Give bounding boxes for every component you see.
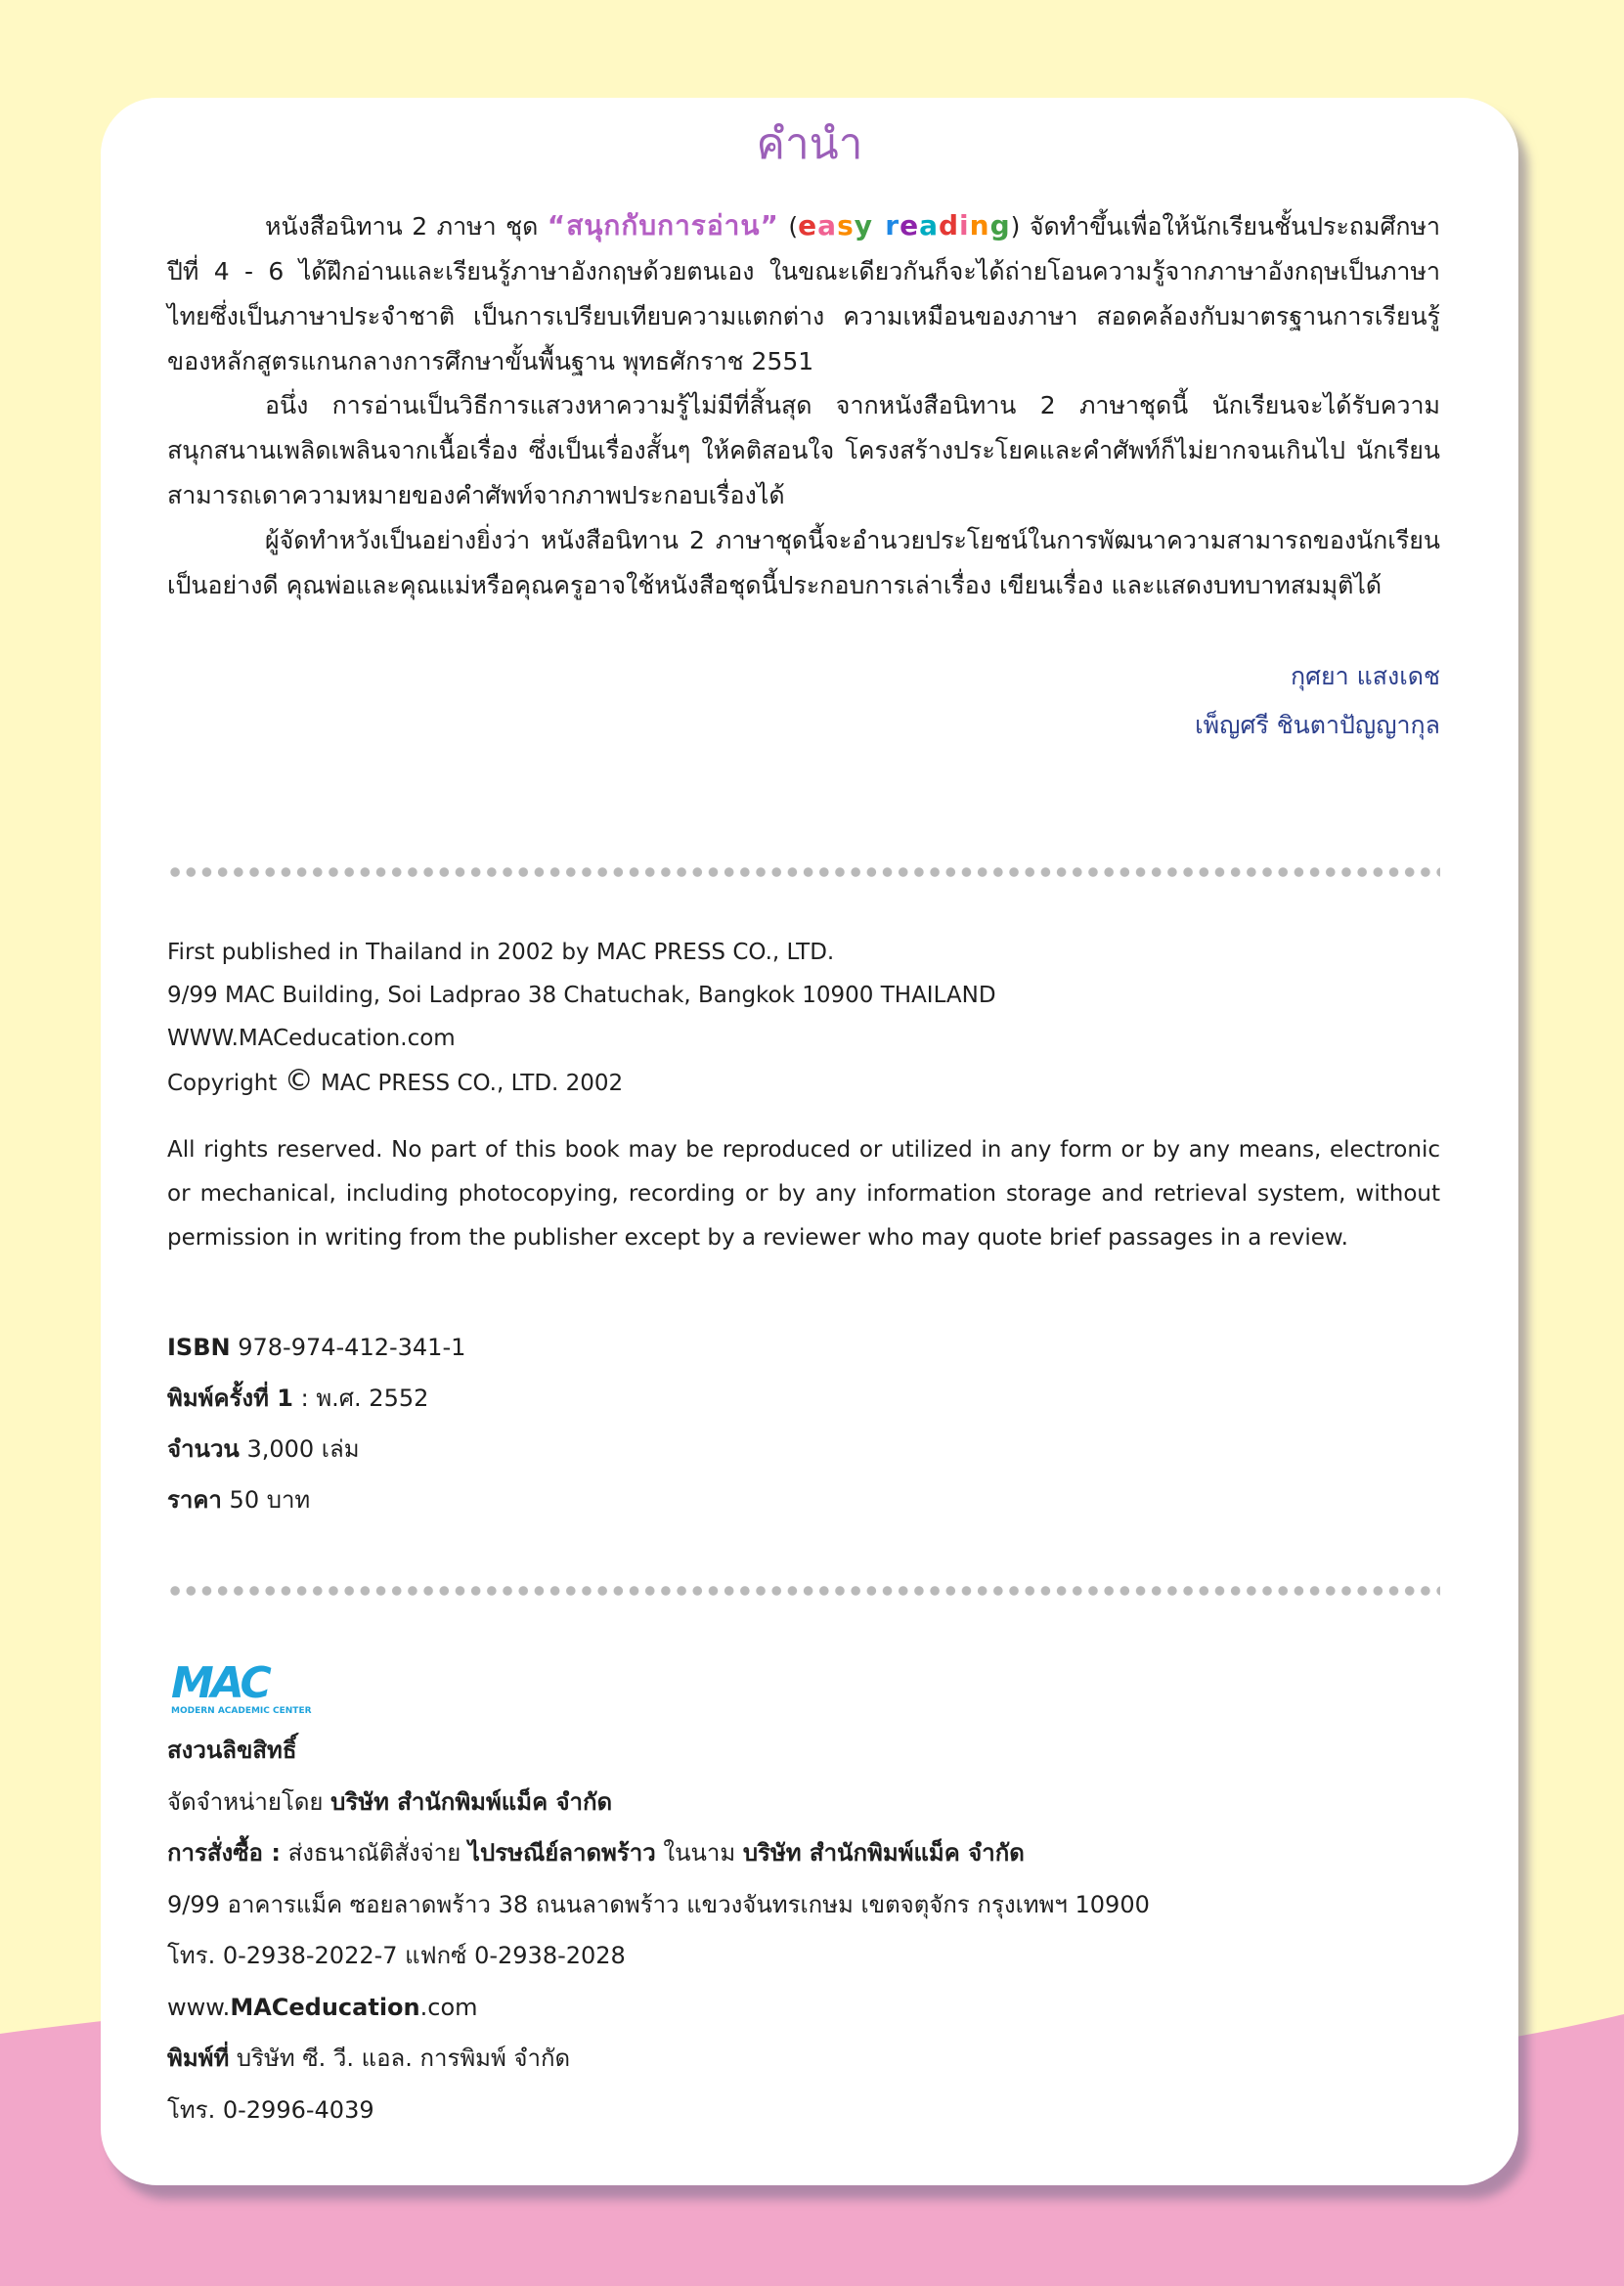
preface-p3-text: ผู้จัดทำหวังเป็นอย่างยิ่งว่า หนังสือนิทาน 2 ภาษาชุดนี้จะอำนวยประโยชน์ในการพัฒนาความสามารถของนักเรียนเป็นอย่างดี คุณพ่อและคุณแม่หรือคุณครูอาจใช้หนังสือชุดนี้ประกอบการเล่าเรื่อง เขียนเรื่อง และแสดงบทบาทสมมุติได้ [167,526,1440,599]
quantity-label: จำนวน [167,1435,240,1463]
preface-paragraph-2 [167,383,1440,518]
book-info [167,1322,465,1525]
series-prefix: หนังสือนิทาน 2 ภาษา ชุด [265,212,539,241]
rights-reserved-label: สงวนลิขสิทธิ์ [167,1736,297,1764]
order-post-office: ไปรษณีย์ลาดพร้าว [467,1839,656,1867]
series-english-name: easy reading [798,209,1011,242]
publication-website: WWW.MACeducation.com [167,1026,456,1051]
printer-phone-line: โทร. 0-2996-4039 [167,2095,374,2124]
isbn-line [167,1322,465,1373]
order-text-2: ในนาม [663,1839,736,1867]
phone-line: โทร. 0-2938-2022-7 แฟกซ์ 0-2938-2028 [167,1942,626,1969]
isbn-value: 978-974-412-341-1 [238,1334,466,1361]
dotted-divider-top [167,867,1440,877]
publication-line-1: First published in Thailand in 2002 by MAC PRESS CO., LTD. [167,940,835,965]
web-brand: MACeducation [230,1993,420,2021]
edition-line [167,1373,465,1424]
price-label: ราคา [167,1486,222,1514]
preface-paragraph-3 [167,518,1440,608]
order-text-1: ส่งธนาณัติสั่งจ่าย [287,1839,461,1867]
page-title: คำนำ [756,119,863,169]
website-line [167,1982,1150,2034]
copyright-line [167,1060,996,1105]
logo-mark: MAC [171,1658,269,1708]
address-line: 9/99 อาคารแม็ค ซอยลาดพร้าว 38 ถนนลาดพร้าว แขวงจันทรเกษม เขตจตุจักร กรุงเทพฯ 10900 [167,1890,1150,1918]
publication-block [167,931,996,1105]
logo-subtitle: MODERN ACADEMIC CENTER [171,1706,312,1716]
preface-paragraph-1: หนังสือนิทาน 2 ภาษา ชุด “สนุกกับการอ่าน” (easy reading) จัดทำขึ้นเพื่อให้นักเรียนชั้นประถมศึกษาปีที่ 4 - 6 ได้ฝึกอ่านและเรียนรู้ภาษาอังกฤษด้วยตนเอง ในขณะเดียวกันก็จะได้ถ่ายโอนความรู้จากภาษาอังกฤษเป็นภาษาไทยซึ่งเป็นภาษาประจำชาติ เป็นการเปรียบเทียบความแตกต่าง ความเหมือนของภาษา สอดคล้องกับมาตรฐานการเรียนรู้ของหลักสูตรแกนกลางการศึกษาขั้นพื้นฐาน พุทธศักราช 2551 [167,209,1441,375]
series-thai-name-text: สนุกกับการอ่าน [566,209,761,242]
printer-line [167,2033,1150,2085]
distributor-line [167,1777,1150,1828]
rights-statement: All rights reserved. No part of this book may be reproduced or utilized in any form or by any means, electronic or mechanical, including photocopying, recording or by any information storage and retrieval system, without permission in writing from the publisher except by a reviewer who may quote brief passages in a review. [167,1137,1440,1251]
preface-p1-text: จัดทำขึ้นเพื่อให้นักเรียนชั้นประถมศึกษาปีที่ 4 - 6 ได้ฝึกอ่านและเรียนรู้ภาษาอังกฤษด้วยตนเอง ในขณะเดียวกันก็จะได้ถ่ายโอนความรู้จากภาษาอังกฤษเป็นภาษาไทยซึ่งเป็นภาษาประจำชาติ เป็นการเปรียบเทียบความแตกต่าง ความเหมือนของภาษา สอดคล้องกับมาตรฐานการเรียนรู้ของหลักสูตรแกนกลางการศึกษาขั้นพื้นฐาน พุทธศักราช 2551 [167,212,1441,375]
web-prefix: www. [167,1993,231,2021]
quantity-value: 3,000 เล่ม [246,1435,360,1463]
order-label: การสั่งซื้อ : [167,1839,281,1867]
preface-p2-text: อนึ่ง การอ่านเป็นวิธีการแสวงหาความรู้ไม่มีที่สิ้นสุด จากหนังสือนิทาน 2 ภาษาชุดนี้ นักเรียนจะได้รับความสนุกสนานเพลิดเพลินจากเนื้อเรื่อง ซึ่งเป็นเรื่องสั้นๆ ให้คติสอนใจ โครงสร้างประโยคและคำศัพท์ก็ไม่ยากจนเกินไป นักเรียนสามารถเดาความหมายของคำศัพท์จากภาพประกอบเรื่องได้ [167,391,1440,509]
author-1: กุศยา แสงเดช [1291,662,1440,690]
series-thai-name: “สนุกกับการอ่าน” [547,209,779,242]
isbn-label: ISBN [167,1334,231,1361]
quantity-line [167,1424,465,1474]
contact-block [167,1725,1150,2135]
copyright-icon: © [284,1064,314,1098]
copyright-holder: MAC PRESS CO., LTD. 2002 [321,1071,624,1096]
mac-logo [169,1656,326,1717]
price-line [167,1474,465,1525]
distributor-prefix: จัดจำหน่ายโดย [167,1787,324,1816]
edition-label: พิมพ์ครั้งที่ 1 [167,1385,293,1412]
web-suffix: .com [419,1993,478,2021]
order-company: บริษัท สำนักพิมพ์แม็ค จำกัด [742,1839,1025,1867]
distributor-name: บริษัท สำนักพิมพ์แม็ค จำกัด [330,1787,613,1816]
edition-value: : พ.ศ. 2552 [300,1385,429,1412]
printer-label: พิมพ์ที่ [167,2044,230,2072]
printer-name: บริษัท ซี. วี. แอล. การพิมพ์ จำกัด [236,2044,571,2072]
rights-reserved-thai [167,1725,1150,1777]
order-line [167,1827,1150,1879]
page-card [101,98,1518,2185]
dotted-divider-bottom [167,1586,1440,1596]
author-2: เพ็ญศรี ชินตาปัญญากุล [1195,711,1440,739]
publication-line-2: 9/99 MAC Building, Soi Ladprao 38 Chatuchak, Bangkok 10900 THAILAND [167,983,996,1008]
price-value: 50 บาท [229,1486,311,1514]
copyright-label: Copyright [167,1071,278,1096]
